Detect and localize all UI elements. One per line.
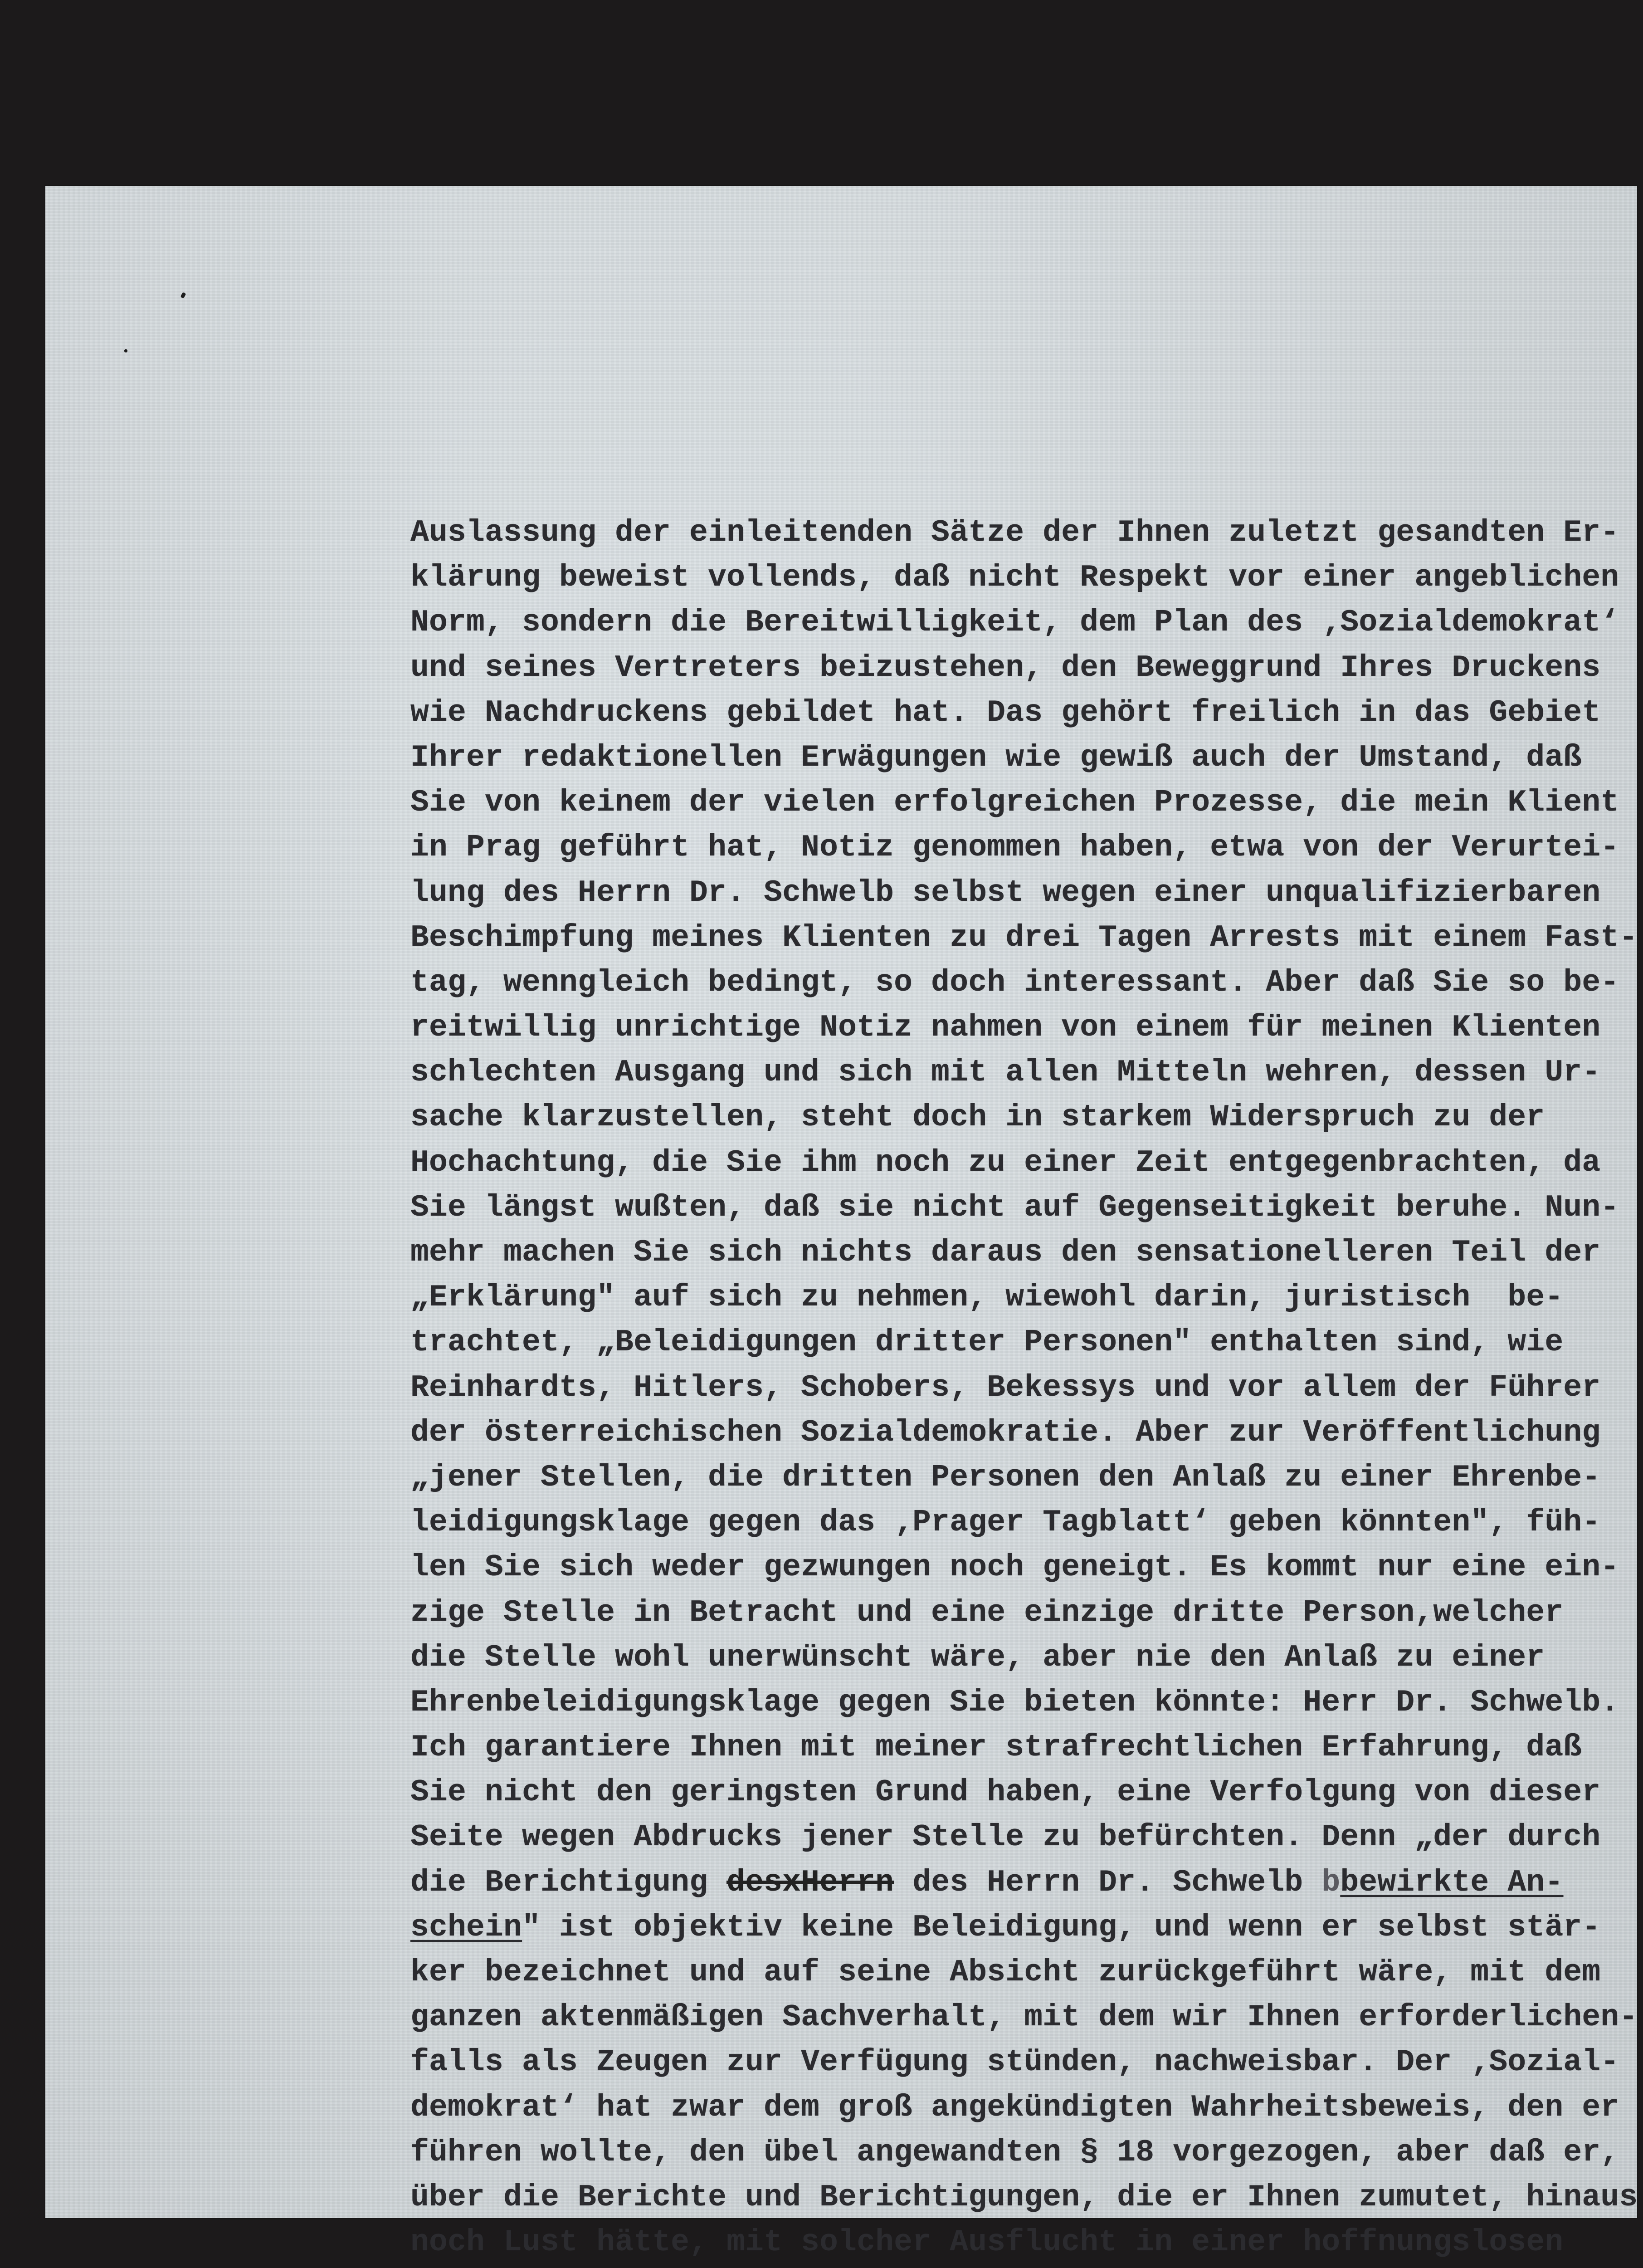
text-line: Reinhardts, Hitlers, Schobers, Bekessys und vor allem der Führer [410,1370,1601,1405]
text-line: führen wollte, den übel angewandten § 18 vorgezogen, aber daß er, [410,2135,1619,2170]
text-line: Sie von keinem der vielen erfolgreichen Prozesse, die mein Klient [410,785,1619,821]
text-line: falls als Zeugen zur Verfügung stünden, nachweisbar. Der ‚Sozial- [410,2045,1619,2080]
text-line: Ihrer redaktionellen Erwägungen wie gewiß auch der Umstand, daß [410,740,1582,775]
text-line [410,2265,1643,2268]
text-line: Sie längst wußten, daß sie nicht auf Gegenseitigkeit beruhe. Nun- [410,1190,1619,1225]
text-line: Ehrenbeleidigungsklage gegen Sie bieten könnte: Herr Dr. Schwelb. [410,1685,1619,1720]
text-line: tag, wenngleich bedingt, so doch interessant. Aber daß Sie so be- [410,965,1619,1000]
text-line: die Stelle wohl unerwünscht wäre, aber nie den Anlaß zu einer [410,1640,1545,1675]
text-line: reitwillig unrichtige Notiz nahmen von einem für meinen Klienten [410,1010,1601,1046]
letter-body [410,510,1643,2268]
text-line: len Sie sich weder gezwungen noch geneigt. Es kommt nur eine ein- [410,1550,1619,1585]
struck-out-text: desxHerrn [726,1865,894,1900]
typewritten-page [45,186,1638,2260]
text-line-with-underline [410,1905,1643,1950]
text-line: Sie nicht den geringsten Grund haben, eine Verfolgung von dieser [410,1775,1601,1810]
text-line: Hochachtung, die Sie ihm noch zu einer Zeit entgegenbrachten, da [410,1145,1601,1180]
text-line: klärung beweist vollends, daß nicht Respekt vor einer angeblichen [410,560,1619,596]
text-line: und seines Vertreters beizustehen, den Beweggrund Ihres Druckens [410,650,1601,685]
text-line: noch Lust hätte, mit solcher Ausflucht in einer hoffnungslosen [410,2225,1564,2260]
ink-speck [180,292,186,298]
text-line: in Prag geführt hat, Notiz genommen haben, etwa von der Verurtei- [410,830,1619,865]
text-line: Ich garantiere Ihnen mit meiner strafrechtlichen Erfahrung, daß [410,1730,1582,1765]
text-line: Norm, sondern die Bereitwilligkeit, dem Plan des ‚Sozialdemokrat‘ [410,605,1619,640]
line-segment: des Herrn Dr. Schwelb [894,1865,1322,1900]
text-line: Seite wegen Abdrucks jener Stelle zu befürchten. Denn „der durch [410,1820,1601,1855]
text-line: lung des Herrn Dr. Schwelb selbst wegen einer unqualifizierbaren [410,875,1601,910]
text-line: wie Nachdruckens gebildet hat. Das gehört freilich in das Gebiet [410,695,1601,730]
text-line: zige Stelle in Betracht und eine einzige dritte Person,welcher [410,1595,1564,1630]
text-line-with-correction [410,1860,1643,1905]
text-line: „Erklärung" auf sich zu nehmen, wiewohl darin, juristisch be- [410,1280,1564,1315]
text-line: „jener Stellen, die dritten Personen den Anlaß zu einer Ehrenbe- [410,1460,1601,1495]
text-line: mehr machen Sie sich nichts daraus den sensationelleren Teil der [410,1235,1601,1270]
text-line: leidigungsklage gegen das ‚Prager Tagblatt‘ geben könnten", füh- [410,1505,1601,1540]
text-line: Beschimpfung meines Klienten zu drei Tagen Arrests mit einem Fast- [410,920,1638,955]
faint-letter: b [1321,1865,1341,1900]
text-line: demokrat‘ hat zwar dem groß angekündigten Wahrheitsbeweis, den er [410,2090,1619,2125]
line-segment: " ist objektiv keine Beleidigung, und wenn er selbst stär- [522,1910,1601,1945]
text-line: schlechten Ausgang und sich mit allen Mitteln wehren, dessen Ur- [410,1055,1601,1090]
text-line: ganzen aktenmäßigen Sachverhalt, mit dem wir Ihnen erforderlichen- [410,2000,1638,2035]
line-segment: die Berichtigung [410,1865,727,1900]
text-line: der österreichischen Sozialdemokratie. Aber zur Veröffentlichung [410,1415,1601,1450]
ink-speck [124,349,127,352]
text-line: ker bezeichnet und auf seine Absicht zurückgeführt wäre, mit dem [410,1955,1601,1990]
underlined-text: bewirkte An- [1340,1865,1564,1900]
text-line: trachtet, „Beleidigungen dritter Personen" enthalten sind, wie [410,1325,1564,1360]
text-line: sache klarzustellen, steht doch in starkem Widerspruch zu der [410,1100,1545,1135]
text-line: Auslassung der einleitenden Sätze der Ihnen zuletzt gesandten Er- [410,515,1619,550]
underlined-text: schein [410,1910,522,1945]
text-line: über die Berichte und Berichtigungen, die er Ihnen zumutet, hinaus [410,2180,1638,2215]
